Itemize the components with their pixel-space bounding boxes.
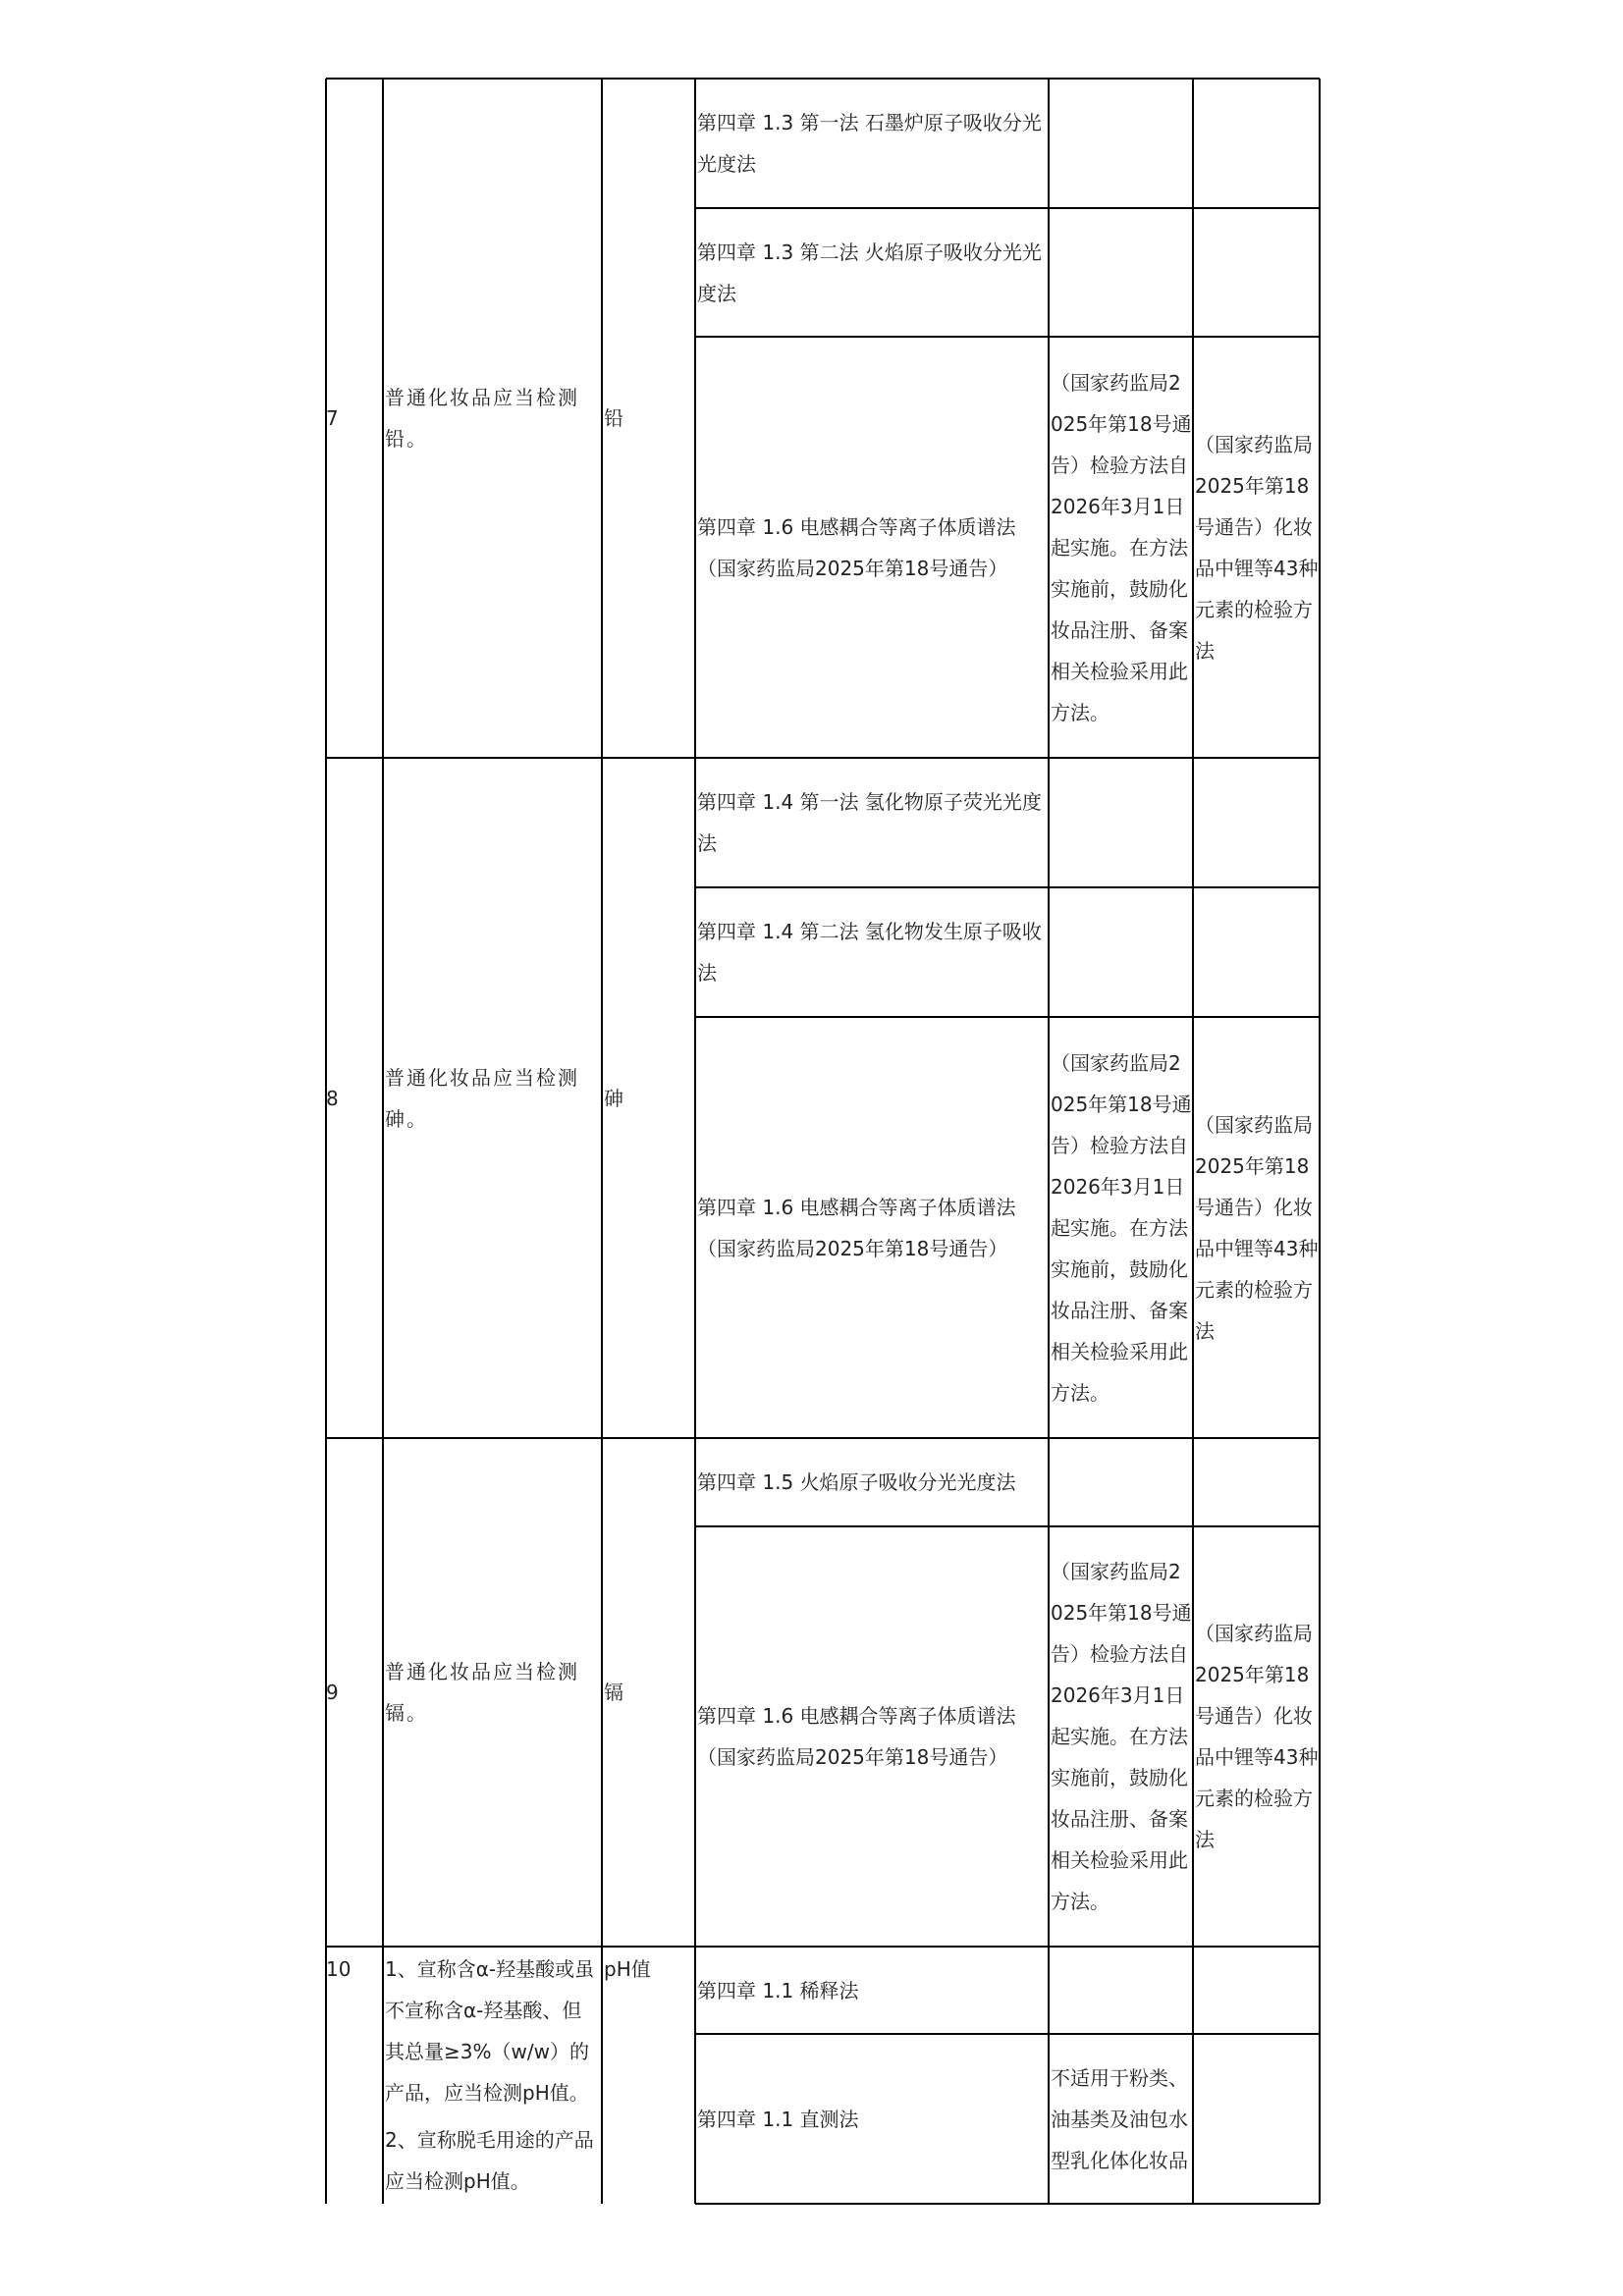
method-name: 第四章 1.6 电感耦合等离子体质谱法（国家药监局2025年第18号通告） [697, 514, 1016, 580]
method-basis: （国家药监局2025年第18号通告）化妆品中锂等43种元素的检验方法 [1195, 1112, 1319, 1343]
method-basis: （国家药监局2025年第18号通告）化妆品中锂等43种元素的检验方法 [1195, 1622, 1319, 1851]
method-note: （国家药监局2025年第18号通告）检验方法自2026年3月1日起实施。在方法实施前，鼓励化妆品注册、备案相关检验采用此方法。 [1051, 370, 1192, 724]
method-name: 第四章 1.6 电感耦合等离子体质谱法（国家药监局2025年第18号通告） [697, 1195, 1016, 1260]
method-name: 第四章 1.1 稀释法 [697, 1978, 859, 2002]
requirement-text: 普通化妆品应当检测铅。 [385, 386, 579, 451]
method-basis: （国家药监局2025年第18号通告）化妆品中锂等43种元素的检验方法 [1195, 432, 1319, 663]
method-name: 第四章 1.5 火焰原子吸收分光光度法 [697, 1470, 1016, 1494]
method-name: 第四章 1.1 直测法 [697, 2107, 859, 2131]
requirement-text: 普通化妆品应当检测镉。 [385, 1660, 579, 1725]
row-number: 9 [326, 1681, 339, 1704]
test-item: 铅 [604, 406, 623, 430]
test-item: 镉 [604, 1681, 623, 1704]
method-name: 第四章 1.4 第一法 氢化物原子荧光光度法 [697, 790, 1042, 855]
method-name: 第四章 1.4 第二法 氢化物发生原子吸收法 [697, 920, 1042, 985]
row-number: 7 [326, 406, 339, 430]
requirement-part: 2、宣称脱毛用途的产品应当检测pH值。 [385, 2128, 594, 2193]
requirement-text: 普通化妆品应当检测砷。 [385, 1065, 579, 1131]
method-name: 第四章 1.6 电感耦合等离子体质谱法（国家药监局2025年第18号通告） [697, 1704, 1016, 1769]
row-number: 10 [326, 1957, 352, 1981]
row-number: 8 [326, 1086, 339, 1110]
requirement-text [385, 1949, 601, 2243]
method-name: 第四章 1.3 第一法 石墨炉原子吸收分光光度法 [697, 111, 1042, 176]
method-note: 不适用于粉类、油基类及油包水型乳化体化妆品 [1051, 2065, 1188, 2172]
method-note: （国家药监局2025年第18号通告）检验方法自2026年3月1日起实施。在方法实施前，鼓励化妆品注册、备案相关检验采用此方法。 [1051, 1560, 1192, 1913]
requirement-part: 1、宣称含α-羟基酸或虽不宣称含α-羟基酸、但其总量≥3%（w/w）的产品，应当检测pH值。 [385, 1957, 595, 2105]
method-name: 第四章 1.3 第二法 火焰原子吸收分光光度法 [697, 240, 1042, 305]
test-item: pH值 [604, 1957, 651, 1981]
test-item: 砷 [604, 1086, 623, 1110]
method-note: （国家药监局2025年第18号通告）检验方法自2026年3月1日起实施。在方法实施前，鼓励化妆品注册、备案相关检验采用此方法。 [1051, 1050, 1192, 1405]
